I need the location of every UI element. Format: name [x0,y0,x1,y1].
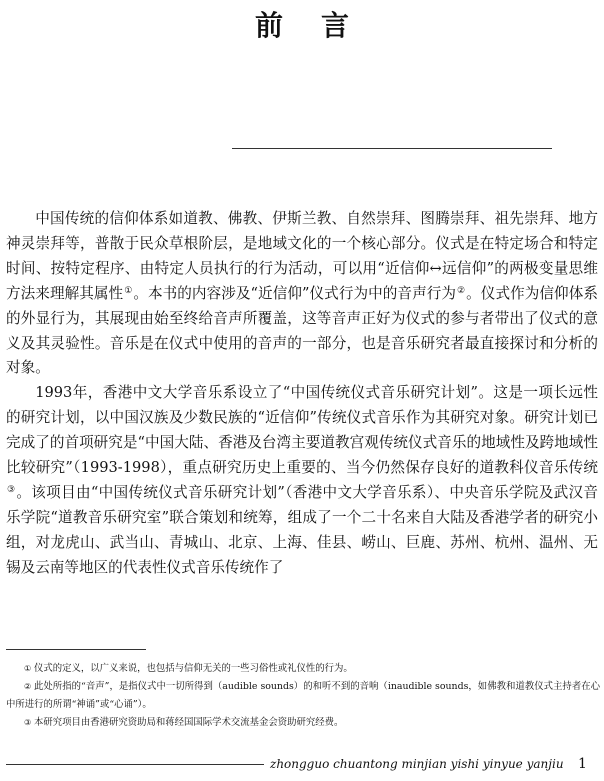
footnote-1-mark: ① [24,664,32,673]
paragraph-2-text-2: 。该项目由“中国传统仪式音乐研究计划”（香港中文大学音乐系）、中央音乐学院及武汉音乐学院“道教音乐研究室”联合策划和统筹，组成了一个二十名来自大陆及香港学者的研究小组，对龙虎山、武当山、青城山、北京、上海、佳县、崂山、巨鹿、苏州、杭州、温州、无锡及云南等地区的代表性仪式音乐传统作了 [6,483,598,576]
footnote-2-text: 此处所指的“音声”，是指仪式中一切所得到（audible sounds）的和听不到的音响（inaudible sounds，如佛教和道教仪式主持者在心中所进行的所谓“神诵”或“心诵”）。 [6,681,600,710]
footnote-2 [6,678,600,714]
footnote-rule [6,649,146,650]
footnote-3-text: 本研究项目由香港研究资助局和蒋经国国际学术交流基金会资助研究经费。 [34,717,344,728]
page-title: 前言 [254,9,387,42]
footnote-ref-2[interactable]: ② [457,285,466,296]
paragraph-1-text-1: 中国传统的信仰体系如道教、佛教、伊斯兰教、自然崇拜、图腾崇拜、祖先崇拜、地方神灵崇拜等，普散于民众草根阶层，是地域文化的一个核心部分。仪式是在特定场合和特定时间、按特定程序、由特定人员执行的行为活动，可以用“近信仰↔远信仰”的两极变量思维方法来理解其属性 [6,210,598,302]
running-head: zhongguo chuantong minjian yishi yinyue yanjiu [270,757,564,771]
footnote-2-mark: ② [24,682,32,691]
footnote-1-text: 仪式的定义，以广义来说，也包括与信仰无关的一些习俗性或礼仪性的行为。 [34,663,353,674]
page-footer [0,754,604,774]
footnote-3 [6,714,600,732]
footnote-3-mark: ③ [24,718,32,727]
paragraph-1 [6,207,598,381]
paragraph-1-text-2: 。本书的内容涉及“近信仰”仪式行为中的音声行为 [133,284,457,302]
paragraph-1-text-3: 。仪式作为信仰体系的外显行为，其展现由始至终给音声所覆盖，这等音声正好为仪式的参与者带出了仪式的意义及其灵验性。音乐是在仪式中使用的音声的一部分，也是音乐研究者最直接探讨和分析的对象。 [6,284,598,377]
footer-rule [6,764,264,765]
paragraph-2 [6,381,598,580]
paragraph-2-text-1: 1993年，香港中文大学音乐系设立了“中国传统仪式音乐研究计划”。这是一项长远性的研究计划，以中国汉族及少数民族的“近信仰”传统仪式音乐作为其研究对象。研究计划已完成了的首项研究是“中国大陆、香港及台湾主要道教宫观传统仪式音乐的地域性及跨地域性比较研究”（1993-1998），重点研究历史上重要的、当今仍然保存良好的道教科仪音乐传统 [6,384,598,477]
body-text [6,207,598,581]
page-number: 1 [578,756,587,772]
footnote-ref-1[interactable]: ① [124,285,133,296]
footnote-1 [6,660,600,678]
title-rule [232,148,552,149]
footnote-ref-3[interactable]: ③ [7,484,16,495]
footnotes [6,660,600,732]
